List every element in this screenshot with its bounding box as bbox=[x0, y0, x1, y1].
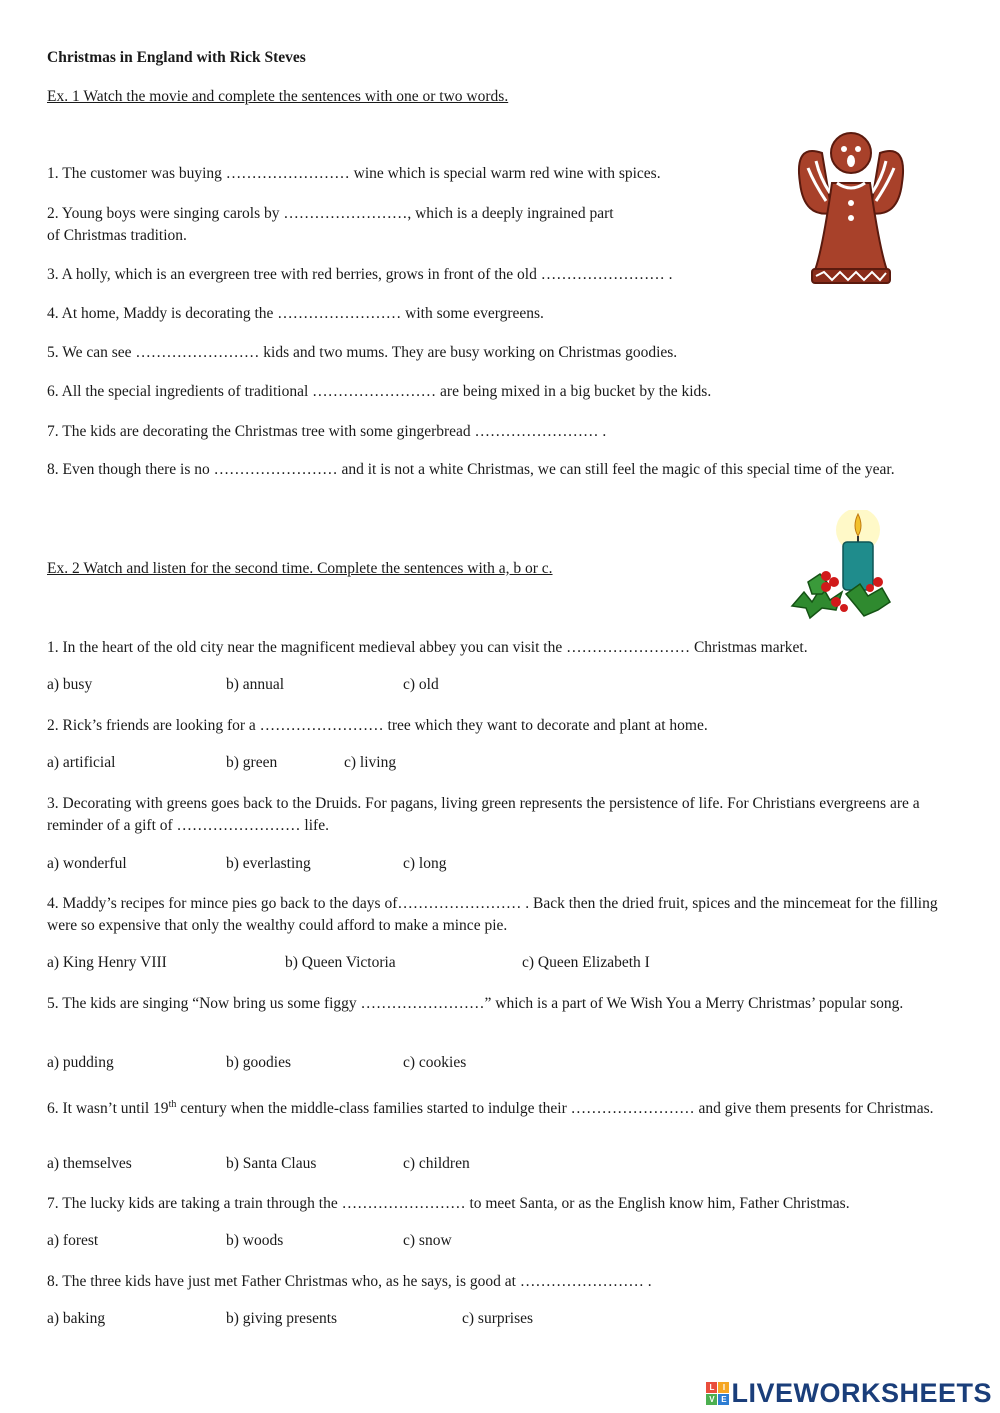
ex1-item-7: 7. The kids are decorating the Christmas tree with some gingerbread …………………… . bbox=[47, 423, 607, 440]
page-title: Christmas in England with Rick Steves bbox=[47, 49, 306, 66]
ex2-q5-option-c: c) cookies bbox=[403, 1054, 467, 1071]
ex2-q6-option-c: c) children bbox=[403, 1155, 470, 1172]
ex2-question-5: 5. The kids are singing “Now bring us some figgy ……………………” which is a part of We Wish You a Merry Christmas’ popular song. bbox=[47, 995, 904, 1012]
liveworksheets-logo[interactable] bbox=[706, 1378, 992, 1409]
ex2-q2-option-b: b) green bbox=[226, 754, 278, 771]
ex1-item-2-cont: of Christmas tradition. bbox=[47, 227, 187, 244]
ex1-item-4: 4. At home, Maddy is decorating the …………………… with some evergreens. bbox=[47, 305, 544, 322]
ex2-question-6 bbox=[47, 1094, 947, 1120]
ex2-q2-option-c: c) living bbox=[344, 754, 397, 771]
ex2-q6-option-a: a) themselves bbox=[47, 1155, 132, 1172]
ex2-q4-option-b: b) Queen Victoria bbox=[285, 954, 396, 971]
ex1-item-6: 6. All the special ingredients of traditional …………………… are being mixed in a big bucket by the kids. bbox=[47, 383, 712, 400]
ex2-q1-option-b: b) annual bbox=[226, 676, 285, 693]
liveworksheets-icon: L I V E bbox=[706, 1382, 729, 1405]
ex2-q7-option-c: c) snow bbox=[403, 1232, 452, 1249]
ex1-item-3: 3. A holly, which is an evergreen tree with red berries, grows in front of the old …………………… . bbox=[47, 266, 673, 283]
ex2-q5-option-b: b) goodies bbox=[226, 1054, 292, 1071]
ex1-item-8: 8. Even though there is no …………………… and it is not a white Christmas, we can still feel the magic of this special time of the year. bbox=[47, 461, 895, 478]
ex2-q7-option-b: b) woods bbox=[226, 1232, 284, 1249]
ex2-q6-text-post: century when the middle-class families started to indulge their …………………… and give them presents for Christmas. bbox=[176, 1100, 934, 1118]
ex2-q8-option-a: a) baking bbox=[47, 1310, 106, 1327]
ex1-item-5: 5. We can see …………………… kids and two mums. They are busy working on Christmas goodies. bbox=[47, 344, 678, 361]
ex2-question-2: 2. Rick’s friends are looking for a …………………… tree which they want to decorate and plant at home. bbox=[47, 717, 708, 734]
ex2-question-8: 8. The three kids have just met Father Christmas who, as he says, is good at …………………… . bbox=[47, 1273, 652, 1290]
ex2-q1-option-c: c) old bbox=[403, 676, 439, 693]
ex1-item-2: 2. Young boys were singing carols by ……………………, which is a deeply ingrained part bbox=[47, 205, 614, 222]
ex2-q4-option-a: a) King Henry VIII bbox=[47, 954, 167, 971]
ex2-q6-superscript: th bbox=[168, 1099, 177, 1110]
ex2-q3-option-a: a) wonderful bbox=[47, 855, 127, 872]
ex2-question-1: 1. In the heart of the old city near the magnificent medieval abbey you can visit the …………………… Christmas market. bbox=[47, 639, 808, 656]
ex2-q6-option-b: b) Santa Claus bbox=[226, 1155, 317, 1172]
ex1-item-1: 1. The customer was buying …………………… wine which is special warm red wine with spices. bbox=[47, 165, 661, 182]
ex1-heading: Ex. 1 Watch the movie and complete the sentences with one or two words. bbox=[47, 88, 509, 105]
ex2-q3-option-b: b) everlasting bbox=[226, 855, 311, 872]
ex2-q4-option-c: c) Queen Elizabeth I bbox=[522, 954, 650, 971]
candle-holly-image bbox=[786, 510, 898, 622]
ex2-q8-option-c: c) surprises bbox=[462, 1310, 534, 1327]
ex2-heading: Ex. 2 Watch and listen for the second time. Complete the sentences with a, b or c. bbox=[47, 560, 553, 577]
ex2-q3-option-c: c) long bbox=[403, 855, 447, 872]
ex2-q8-option-b: b) giving presents bbox=[226, 1310, 338, 1327]
ex2-question-3: 3. Decorating with greens goes back to the Druids. For pagans, living green represents the persistence of life. For Christians evergreens are a reminder of a gift of …………………… life. bbox=[47, 795, 920, 834]
ex2-q6-text-pre: 6. It wasn’t until 19 bbox=[47, 1100, 169, 1118]
ex2-question-7: 7. The lucky kids are taking a train through the …………………… to meet Santa, or as the English know him, Father Christmas. bbox=[47, 1195, 850, 1212]
ex2-question-4: 4. Maddy’s recipes for mince pies go back to the days of…………………… . Back then the dried fruit, spices and the mincemeat for the filling were so expensive that only the wealthy could afford to make a mince pie. bbox=[47, 895, 938, 934]
ex2-q2-option-a: a) artificial bbox=[47, 754, 116, 771]
ex2-q1-option-a: a) busy bbox=[47, 676, 93, 693]
liveworksheets-wordmark: LIVEWORKSHEETS bbox=[731, 1378, 992, 1408]
ex2-q7-option-a: a) forest bbox=[47, 1232, 99, 1249]
ex2-q5-option-a: a) pudding bbox=[47, 1054, 114, 1071]
